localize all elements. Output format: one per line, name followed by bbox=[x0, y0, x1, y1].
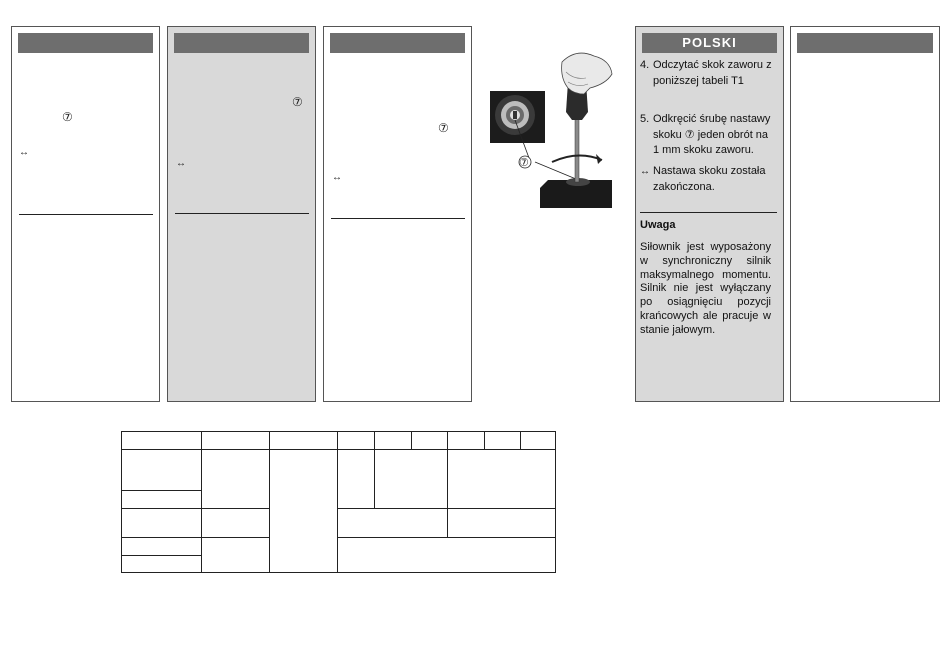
table-rule bbox=[122, 555, 201, 556]
stroke-table bbox=[121, 431, 556, 573]
divider bbox=[175, 213, 309, 214]
panel-polski bbox=[635, 26, 784, 402]
stroke-setting-illustration bbox=[488, 50, 628, 212]
table-rule bbox=[201, 432, 202, 573]
result-arrow-icon: ↔ bbox=[332, 172, 342, 183]
table-rule bbox=[447, 432, 448, 537]
table-rule bbox=[122, 537, 270, 538]
result-arrow-icon: ↔ bbox=[640, 166, 650, 177]
table-rule bbox=[122, 490, 201, 491]
panel-1 bbox=[11, 26, 160, 402]
result-text: Nastawa skoku została zakończona. bbox=[653, 165, 766, 193]
panel-2 bbox=[167, 26, 316, 402]
table-rule bbox=[337, 432, 338, 573]
reference-7-icon: ⑦ bbox=[62, 110, 73, 124]
table-rule bbox=[269, 432, 270, 573]
result-arrow-icon: ↔ bbox=[19, 147, 29, 158]
note-title: Uwaga bbox=[640, 219, 676, 231]
section-header-polski: POLSKI bbox=[642, 33, 777, 53]
panel-2-header-bar bbox=[174, 33, 309, 53]
panel-5 bbox=[790, 26, 940, 402]
reference-7-icon: ⑦ bbox=[292, 95, 303, 109]
table-rule bbox=[484, 432, 485, 449]
step-4-number: 4. bbox=[640, 59, 650, 71]
step-4 bbox=[640, 58, 780, 90]
table-rule bbox=[374, 432, 375, 508]
reference-7-icon: ⑦ bbox=[438, 121, 449, 135]
step-5-text: Odkręcić śrubę nastawy skoku ⑦ jeden obrót na 1 mm skoku zaworu. bbox=[653, 113, 771, 156]
step-5-number: 5. bbox=[640, 113, 650, 125]
panel-3 bbox=[323, 26, 472, 402]
panel-5-header-bar bbox=[797, 33, 933, 53]
table-rule bbox=[337, 537, 556, 538]
panel-1-header-bar bbox=[18, 33, 153, 53]
table-rule bbox=[122, 508, 270, 509]
table-rule bbox=[122, 449, 556, 450]
divider bbox=[19, 214, 153, 215]
callout-7: ⑦ bbox=[519, 157, 529, 169]
note-body: Siłownik jest wyposażony w synchroniczny silnik maksymalnego momentu. Silnik nie jest wyłączany po osiągnięciu pozycji krańcowych ale pracuje w stanie jałowym. bbox=[640, 241, 771, 336]
step-5 bbox=[640, 112, 780, 160]
result-line bbox=[640, 164, 780, 196]
result-arrow-icon: ↔ bbox=[176, 158, 186, 169]
divider bbox=[331, 218, 465, 219]
table-rule bbox=[411, 432, 412, 449]
table-rule bbox=[520, 432, 521, 449]
step-4-text: Odczytać skok zaworu z poniższej tabeli T1 bbox=[653, 59, 772, 87]
panel-3-header-bar bbox=[330, 33, 465, 53]
divider bbox=[640, 212, 777, 213]
